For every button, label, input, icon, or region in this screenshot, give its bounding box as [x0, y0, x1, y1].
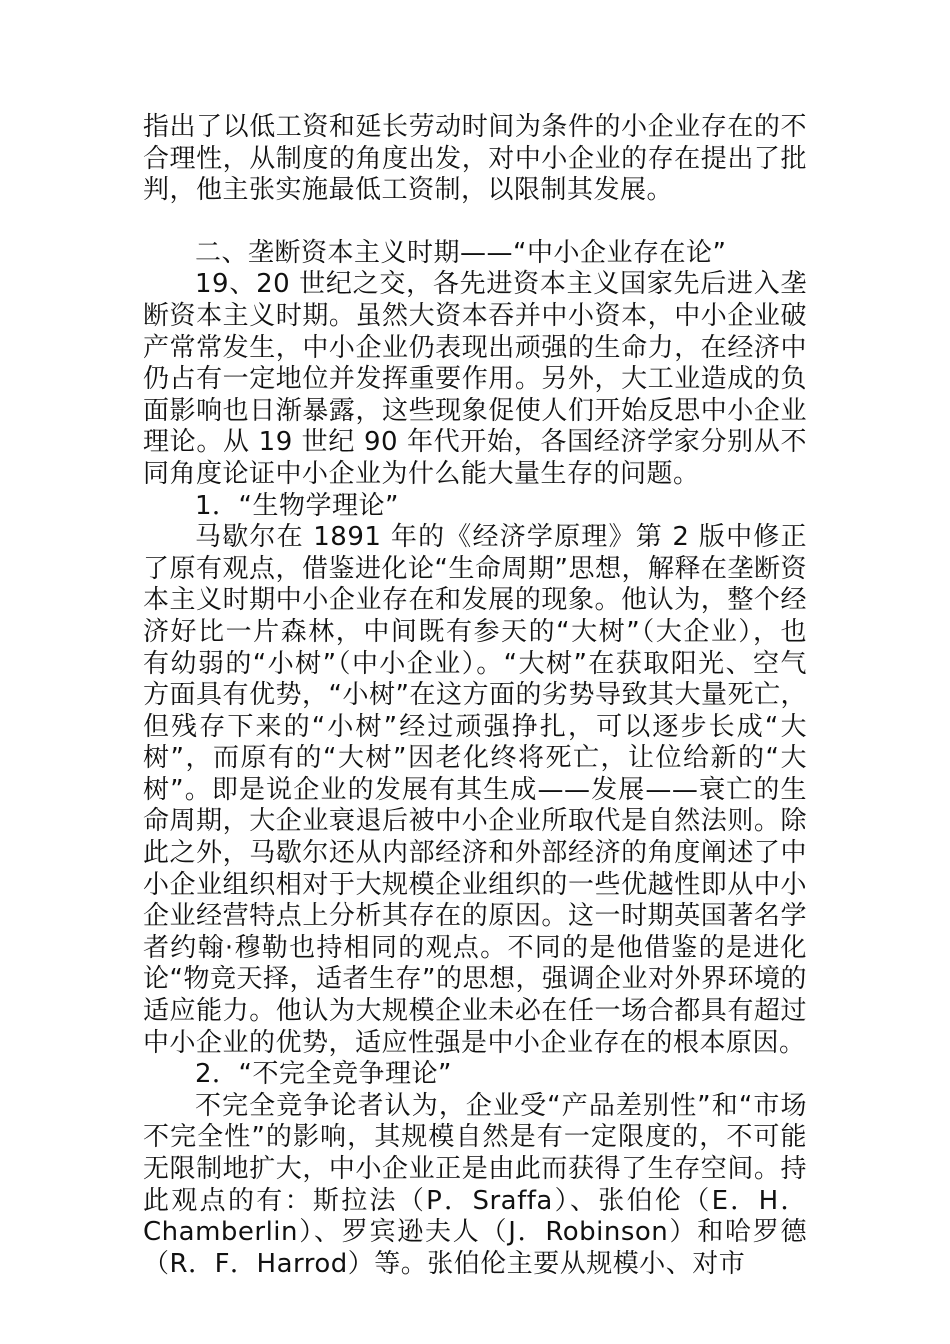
paragraph-continuation: 指出了以低工资和延长劳动时间为条件的小企业存在的不合理性，从制度的角度出发，对中小企业的存在提出了批判，他主张实施最低工资制，以限制其发展。 [143, 112, 807, 206]
document-page [143, 112, 807, 1280]
paragraph-intro: 19、20 世纪之交，各先进资本主义国家先后进入垄断资本主义时期。虽然大资本吞并中小资本，中小企业破产常常发生，中小企业仍表现出顽强的生命力，在经济中仍占有一定地位并发挥重要作用。另外，大工业造成的负面影响也日渐暴露，这些现象促使人们开始反思中小企业理论。从 19 世纪 90 年代开始，各国经济学家分别从不同角度论证中小企业为什么能大量生存的问题。 [143, 269, 807, 489]
paragraph-biology-theory: 马歇尔在 1891 年的《经济学原理》第 2 版中修正了原有观点，借鉴进化论“生命周期”思想，解释在垄断资本主义时期中小企业存在和发展的现象。他认为，整个经济好比一片森林，中间既有参天的“大树”（大企业），也有幼弱的“小树”（中小企业）。“大树”在获取阳光、空气方面具有优势，“小树”在这方面的劣势导致其大量死亡，但残存下来的“小树”经过顽强挣扎，可以逐步长成“大树”，而原有的“大树”因老化终将死亡，让位给新的“大树”。即是说企业的发展有其生成——发展——衰亡的生命周期，大企业衰退后被中小企业所取代是自然法则。除此之外，马歇尔还从内部经济和外部经济的角度阐述了中小企业组织相对于大规模企业组织的一些优越性即从中小企业经营特点上分析其存在的原因。这一时期英国著名学者约翰·穆勒也持相同的观点。不同的是他借鉴的是进化论“物竞天择，适者生存”的思想，强调企业对外界环境的适应能力。他认为大规模企业未必在任一场合都具有超过中小企业的优势，适应性强是中小企业存在的根本原因。 [143, 522, 807, 1058]
subsection-heading-1: 1．“生物学理论” [195, 490, 399, 521]
paragraph-imperfect-competition: 不完全竞争论者认为，企业受“产品差别性”和“市场不完全性”的影响，其规模自然是有一定限度的，不可能无限制地扩大，中小企业正是由此而获得了生存空间。持此观点的有：斯拉法（P．Sraffa）、张伯伦（E．H．Chamberlin）、罗宾逊夫人（J．Robinson）和哈罗德（R．F．Harrod）等。张伯伦主要从规模小、对市 [143, 1090, 807, 1279]
section-heading: 二、垄断资本主义时期——“中小企业存在论” [195, 237, 727, 268]
subsection-heading-2: 2．“不完全竞争理论” [195, 1059, 452, 1090]
